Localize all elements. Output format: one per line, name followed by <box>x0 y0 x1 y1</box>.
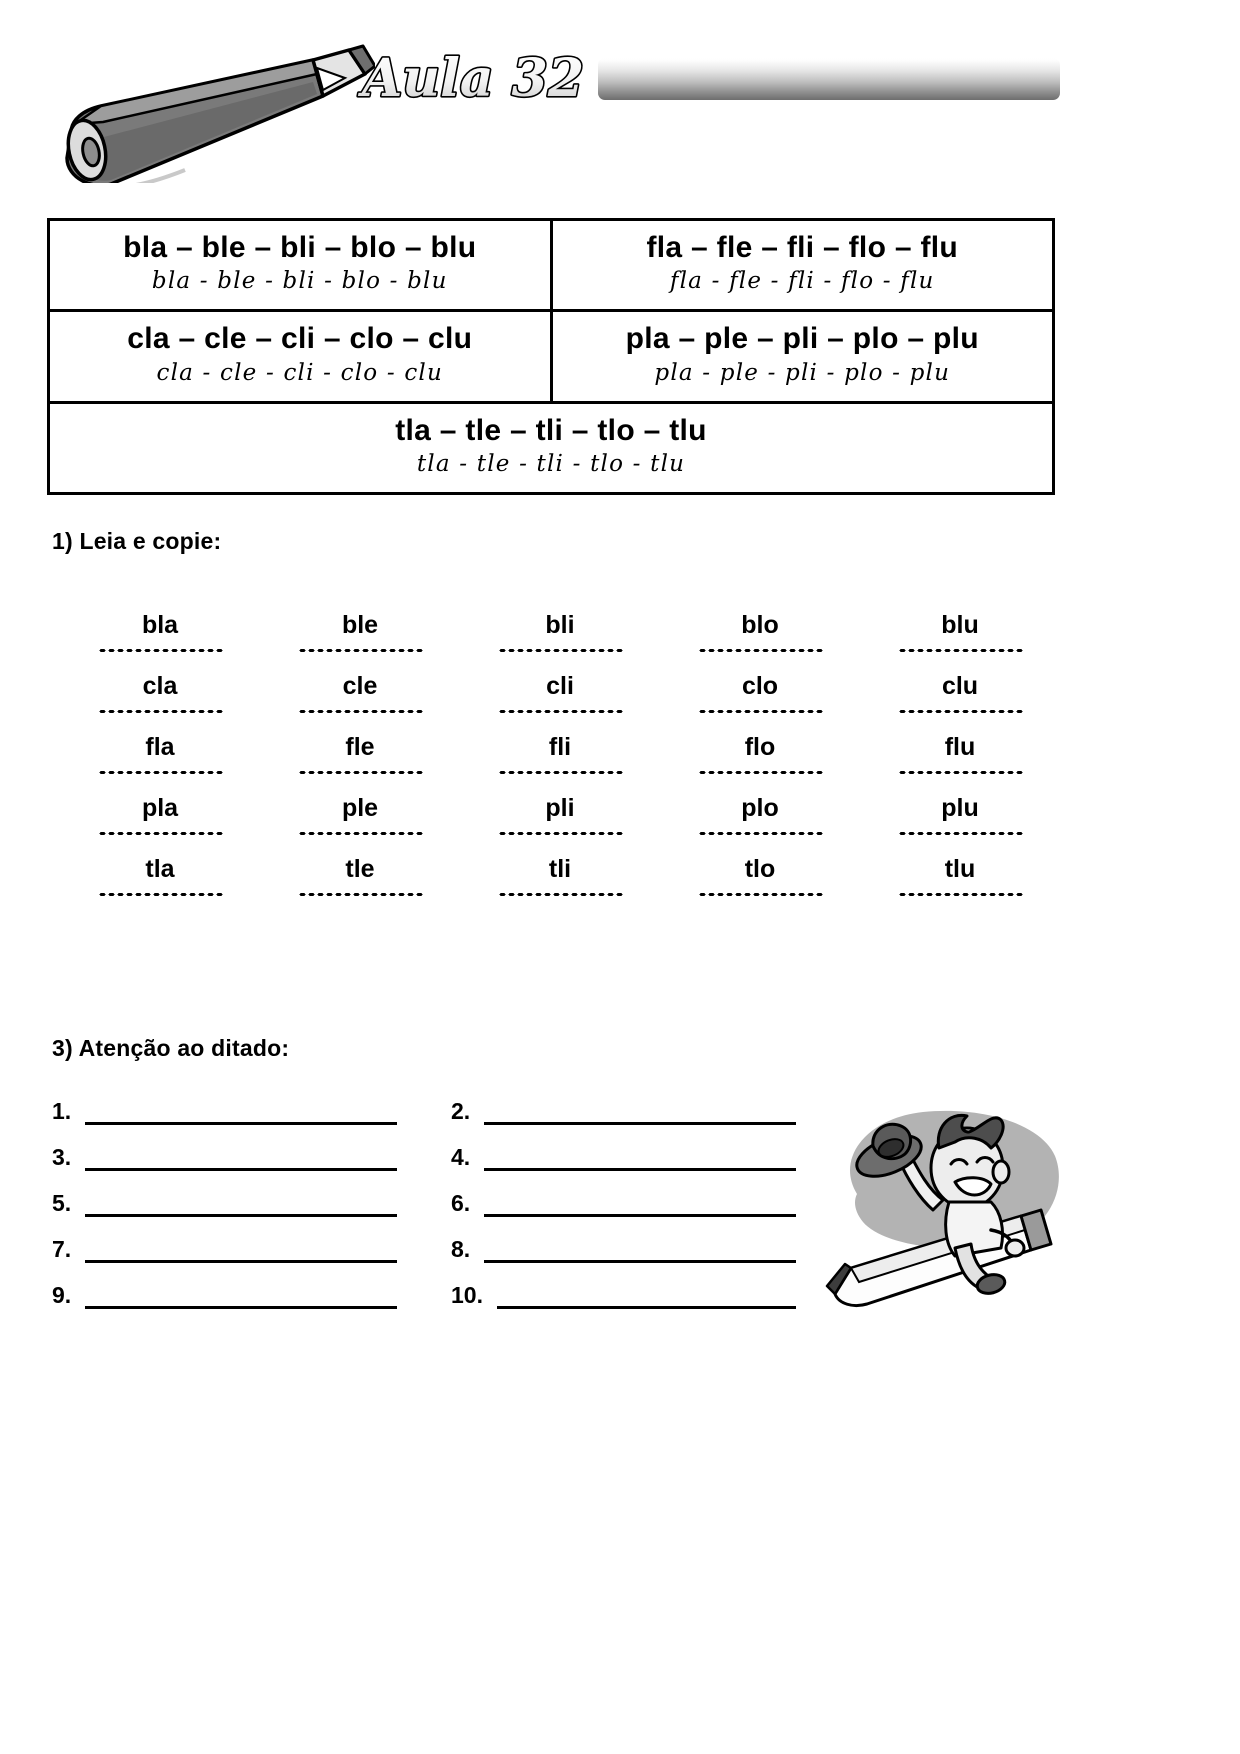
table-cell-cl <box>49 311 552 402</box>
syllable-print-line: bla – ble – bli – blo – blu <box>123 231 477 264</box>
dictation-number: 6. <box>451 1190 471 1216</box>
dictation-number: 7. <box>52 1236 72 1262</box>
dictation-number: 10. <box>451 1282 483 1308</box>
dictation-number: 5. <box>52 1190 72 1216</box>
copy-syllable: blo <box>741 611 779 639</box>
dictation-number: 3. <box>52 1144 72 1170</box>
copy-cell <box>860 775 1060 836</box>
exercise-3-heading: 3) Atenção ao ditado: <box>52 1035 290 1061</box>
dictation-number: 8. <box>451 1236 471 1262</box>
copy-cell <box>260 592 460 653</box>
dictation-answer-line[interactable] <box>484 1122 796 1125</box>
dictation-number: 9. <box>52 1282 72 1308</box>
copy-cell <box>660 592 860 653</box>
dictation-item-8[interactable] <box>451 1238 796 1263</box>
syllable-print-line: pla – ple – pli – plo – plu <box>625 322 979 356</box>
copy-cell <box>660 653 860 714</box>
copy-syllable: cla <box>142 672 178 700</box>
copy-syllable: bla <box>141 611 179 639</box>
syllable-print-line: cla – cle – cli – clo – clu <box>127 322 473 356</box>
dictation-item-7[interactable] <box>52 1238 397 1263</box>
copy-cell <box>660 775 860 836</box>
copy-syllable: tla <box>145 855 175 883</box>
dictation-answer-line[interactable] <box>484 1260 796 1263</box>
copy-cell <box>60 836 260 897</box>
copy-syllable: tle <box>345 855 375 883</box>
copy-row <box>60 653 1060 714</box>
table-row <box>49 220 1054 311</box>
table-cell-fl <box>551 220 1054 311</box>
copy-syllable: pli <box>545 794 575 822</box>
dictation-item-2[interactable] <box>451 1100 796 1125</box>
copy-cell <box>60 592 260 653</box>
table-row <box>49 311 1054 402</box>
copy-cell <box>60 714 260 775</box>
writing-dotted-line[interactable] <box>698 892 823 897</box>
syllable-cursive-line: bla - ble - bli - blo - blu <box>151 268 448 295</box>
copy-syllable: blu <box>941 611 979 639</box>
table-cell-tl <box>49 402 1054 493</box>
dictation-item-10[interactable] <box>451 1284 796 1309</box>
syllable-cursive-line: pla - ple - pli - plo - plu <box>654 359 951 386</box>
table-cell-pl <box>551 311 1054 402</box>
copy-cell <box>860 653 1060 714</box>
copy-syllable: flu <box>944 733 976 761</box>
syllable-table <box>47 218 1055 495</box>
copy-syllable: ple <box>341 794 379 822</box>
dictation-answer-line[interactable] <box>85 1122 397 1125</box>
copy-cell <box>860 714 1060 775</box>
copy-cell <box>460 836 660 897</box>
syllable-cursive-line: fla - fle - fli - flo - flu <box>669 268 935 295</box>
copy-syllable: fle <box>345 733 375 761</box>
copy-cell <box>60 775 260 836</box>
dictation-answer-line[interactable] <box>484 1168 796 1171</box>
copy-syllable: cle <box>342 672 378 700</box>
dictation-answer-line[interactable] <box>85 1214 397 1217</box>
copy-syllable: cli <box>546 672 574 700</box>
copy-syllable: clu <box>941 672 979 700</box>
writing-dotted-line[interactable] <box>98 892 223 897</box>
copy-syllable: bli <box>545 611 575 639</box>
copy-syllable: tlo <box>744 855 776 883</box>
copy-cell <box>660 836 860 897</box>
table-row <box>49 402 1054 493</box>
syllable-cursive-line: tla - tle - tli - tlo - tlu <box>416 451 686 478</box>
kid-riding-pencil-icon <box>815 1098 1065 1310</box>
dictation-answer-line[interactable] <box>85 1260 397 1263</box>
copy-cell <box>460 775 660 836</box>
dictation-row <box>52 1192 812 1217</box>
pencil-icon <box>45 38 375 183</box>
copy-syllable: plo <box>741 794 779 822</box>
dictation-number: 2. <box>451 1098 471 1124</box>
page-title-text: Aula 32 <box>361 48 585 109</box>
copy-cell <box>860 836 1060 897</box>
dictation-number: 4. <box>451 1144 471 1170</box>
table-cell-bl <box>49 220 552 311</box>
copy-row <box>60 714 1060 775</box>
dictation-item-4[interactable] <box>451 1146 796 1171</box>
dictation-answer-line[interactable] <box>484 1214 796 1217</box>
copy-cell <box>860 592 1060 653</box>
dictation-row <box>52 1146 812 1171</box>
dictation-number: 1. <box>52 1098 72 1124</box>
gradient-bar <box>598 58 1060 100</box>
copy-syllable: pla <box>141 794 179 822</box>
syllable-cursive-line: cla - cle - cli - clo - clu <box>156 359 443 386</box>
dictation-row <box>52 1284 812 1309</box>
copy-syllable: fli <box>548 733 572 761</box>
dictation-answer-area <box>52 1100 812 1330</box>
copy-cell <box>260 714 460 775</box>
copy-row <box>60 836 1060 897</box>
copy-syllable: tli <box>548 855 572 883</box>
copy-cell <box>460 714 660 775</box>
dictation-item-3[interactable] <box>52 1146 397 1171</box>
syllable-print-line: tla – tle – tli – tlo – tlu <box>395 413 707 447</box>
syllable-print-line: fla – fle – fli – flo – flu <box>646 231 958 264</box>
dictation-answer-line[interactable] <box>85 1306 397 1309</box>
copy-row <box>60 592 1060 653</box>
dictation-answer-line[interactable] <box>85 1168 397 1171</box>
writing-dotted-line[interactable] <box>298 892 423 897</box>
copy-cell <box>460 592 660 653</box>
copy-cell <box>260 653 460 714</box>
copy-syllable: flo <box>744 733 776 761</box>
page-header <box>0 0 1240 200</box>
dictation-row <box>52 1238 812 1263</box>
copy-cell <box>60 653 260 714</box>
copy-syllable: tlu <box>944 855 976 883</box>
dictation-item-5[interactable] <box>52 1192 397 1217</box>
copy-cell <box>260 836 460 897</box>
copy-syllable: clo <box>741 672 779 700</box>
writing-dotted-line[interactable] <box>498 892 623 897</box>
page-title <box>348 38 598 118</box>
dictation-row <box>52 1100 812 1125</box>
copy-row <box>60 775 1060 836</box>
copy-syllable: ble <box>341 611 379 639</box>
dictation-answer-line[interactable] <box>497 1306 796 1309</box>
copy-cell <box>460 653 660 714</box>
dictation-item-6[interactable] <box>451 1192 796 1217</box>
exercise-1-heading: 1) Leia e copie: <box>52 528 222 554</box>
writing-dotted-line[interactable] <box>898 892 1023 897</box>
copy-cell <box>260 775 460 836</box>
copy-cell <box>660 714 860 775</box>
dictation-item-9[interactable] <box>52 1284 397 1309</box>
copy-syllable: fla <box>145 733 175 761</box>
copy-syllable: plu <box>941 794 979 822</box>
dictation-item-1[interactable] <box>52 1100 397 1125</box>
copy-grid <box>60 592 1060 897</box>
